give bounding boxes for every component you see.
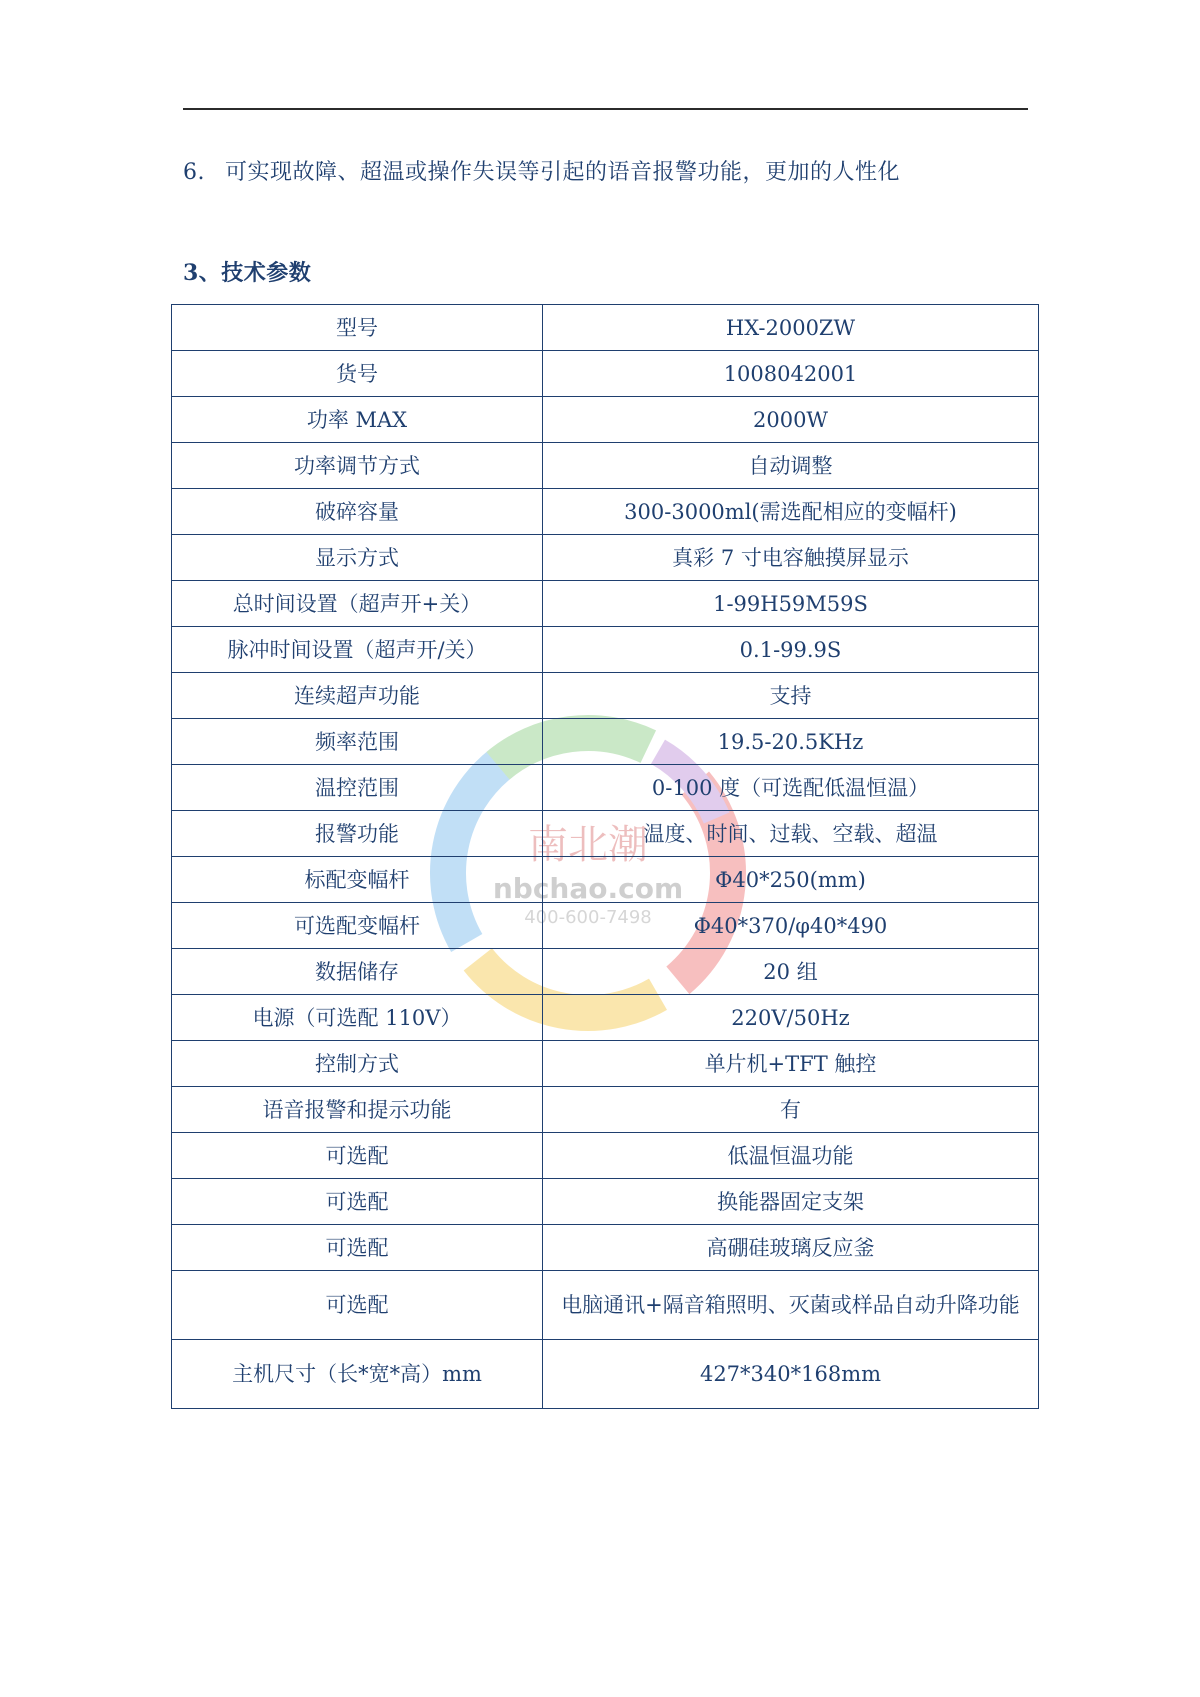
spec-value: 0.1-99.9S [543,627,1039,673]
table-row [172,581,1039,627]
spec-label: 温控范围 [172,765,543,811]
table-row [172,305,1039,351]
spec-value: 2000W [543,397,1039,443]
spec-value: 单片机+TFT 触控 [543,1041,1039,1087]
spec-value: 真彩 7 寸电容触摸屏显示 [543,535,1039,581]
table-row [172,443,1039,489]
table-row [172,903,1039,949]
table-row [172,1087,1039,1133]
spec-label: 货号 [172,351,543,397]
spec-label: 连续超声功能 [172,673,543,719]
spec-value: 1-99H59M59S [543,581,1039,627]
spec-value: 换能器固定支架 [543,1179,1039,1225]
table-row [172,397,1039,443]
spec-label: 数据储存 [172,949,543,995]
spec-label: 电源（可选配 110V） [172,995,543,1041]
spec-value: 温度、时间、过载、空载、超温 [543,811,1039,857]
spec-label: 脉冲时间设置（超声开/关） [172,627,543,673]
spec-label: 总时间设置（超声开+关） [172,581,543,627]
watermark-brand: 南北潮 [528,822,648,868]
spec-label: 可选配变幅杆 [172,903,543,949]
spec-label: 报警功能 [172,811,543,857]
spec-label: 频率范围 [172,719,543,765]
table-row [172,765,1039,811]
spec-value: Φ40*370/φ40*490 [543,903,1039,949]
spec-value: 有 [543,1087,1039,1133]
spec-value: 427*340*168mm [543,1340,1039,1409]
table-row [172,949,1039,995]
table-row [172,673,1039,719]
table-row [172,489,1039,535]
spec-value: 20 组 [543,949,1039,995]
table-row [172,351,1039,397]
spec-value: 220V/50Hz [543,995,1039,1041]
watermark-phone: 400-600-7498 [524,907,652,928]
spec-label: 破碎容量 [172,489,543,535]
spec-value: 0-100 度（可选配低温恒温） [543,765,1039,811]
spec-value: 1008042001 [543,351,1039,397]
feature-number: 6. [183,160,205,185]
spec-value: 300-3000ml(需选配相应的变幅杆) [543,489,1039,535]
spec-label: 可选配 [172,1271,543,1340]
table-row [172,1041,1039,1087]
feature-text: 可实现故障、超温或操作失误等引起的语音报警功能，更加的人性化 [225,160,901,185]
spec-label: 可选配 [172,1225,543,1271]
table-row [172,719,1039,765]
spec-value: 自动调整 [543,443,1039,489]
spec-table-body [172,305,1039,1409]
watermark-site: nbchao.com [492,872,684,905]
spec-value: 19.5-20.5KHz [543,719,1039,765]
spec-label: 型号 [172,305,543,351]
feature-list-item [183,155,900,186]
spec-label: 可选配 [172,1179,543,1225]
spec-label: 功率调节方式 [172,443,543,489]
spec-label: 主机尺寸（长*宽*高）mm [172,1340,543,1409]
table-row [172,811,1039,857]
table-row [172,1179,1039,1225]
spec-value: HX-2000ZW [543,305,1039,351]
table-row [172,627,1039,673]
table-row [172,1271,1039,1340]
spec-label: 显示方式 [172,535,543,581]
table-row [172,857,1039,903]
spec-label: 标配变幅杆 [172,857,543,903]
table-row [172,535,1039,581]
table-row [172,1340,1039,1409]
spec-value: 低温恒温功能 [543,1133,1039,1179]
spec-label: 语音报警和提示功能 [172,1087,543,1133]
spec-value: 高硼硅玻璃反应釜 [543,1225,1039,1271]
spec-label: 可选配 [172,1133,543,1179]
table-row [172,1133,1039,1179]
spec-value: Φ40*250(mm) [543,857,1039,903]
spec-label: 功率 MAX [172,397,543,443]
header-divider [183,108,1028,110]
spec-value: 电脑通讯+隔音箱照明、灭菌或样品自动升降功能 [543,1271,1039,1340]
spec-table [171,304,1039,1409]
table-row [172,1225,1039,1271]
spec-label: 控制方式 [172,1041,543,1087]
section-heading: 3、技术参数 [183,260,312,286]
spec-value: 支持 [543,673,1039,719]
table-row [172,995,1039,1041]
